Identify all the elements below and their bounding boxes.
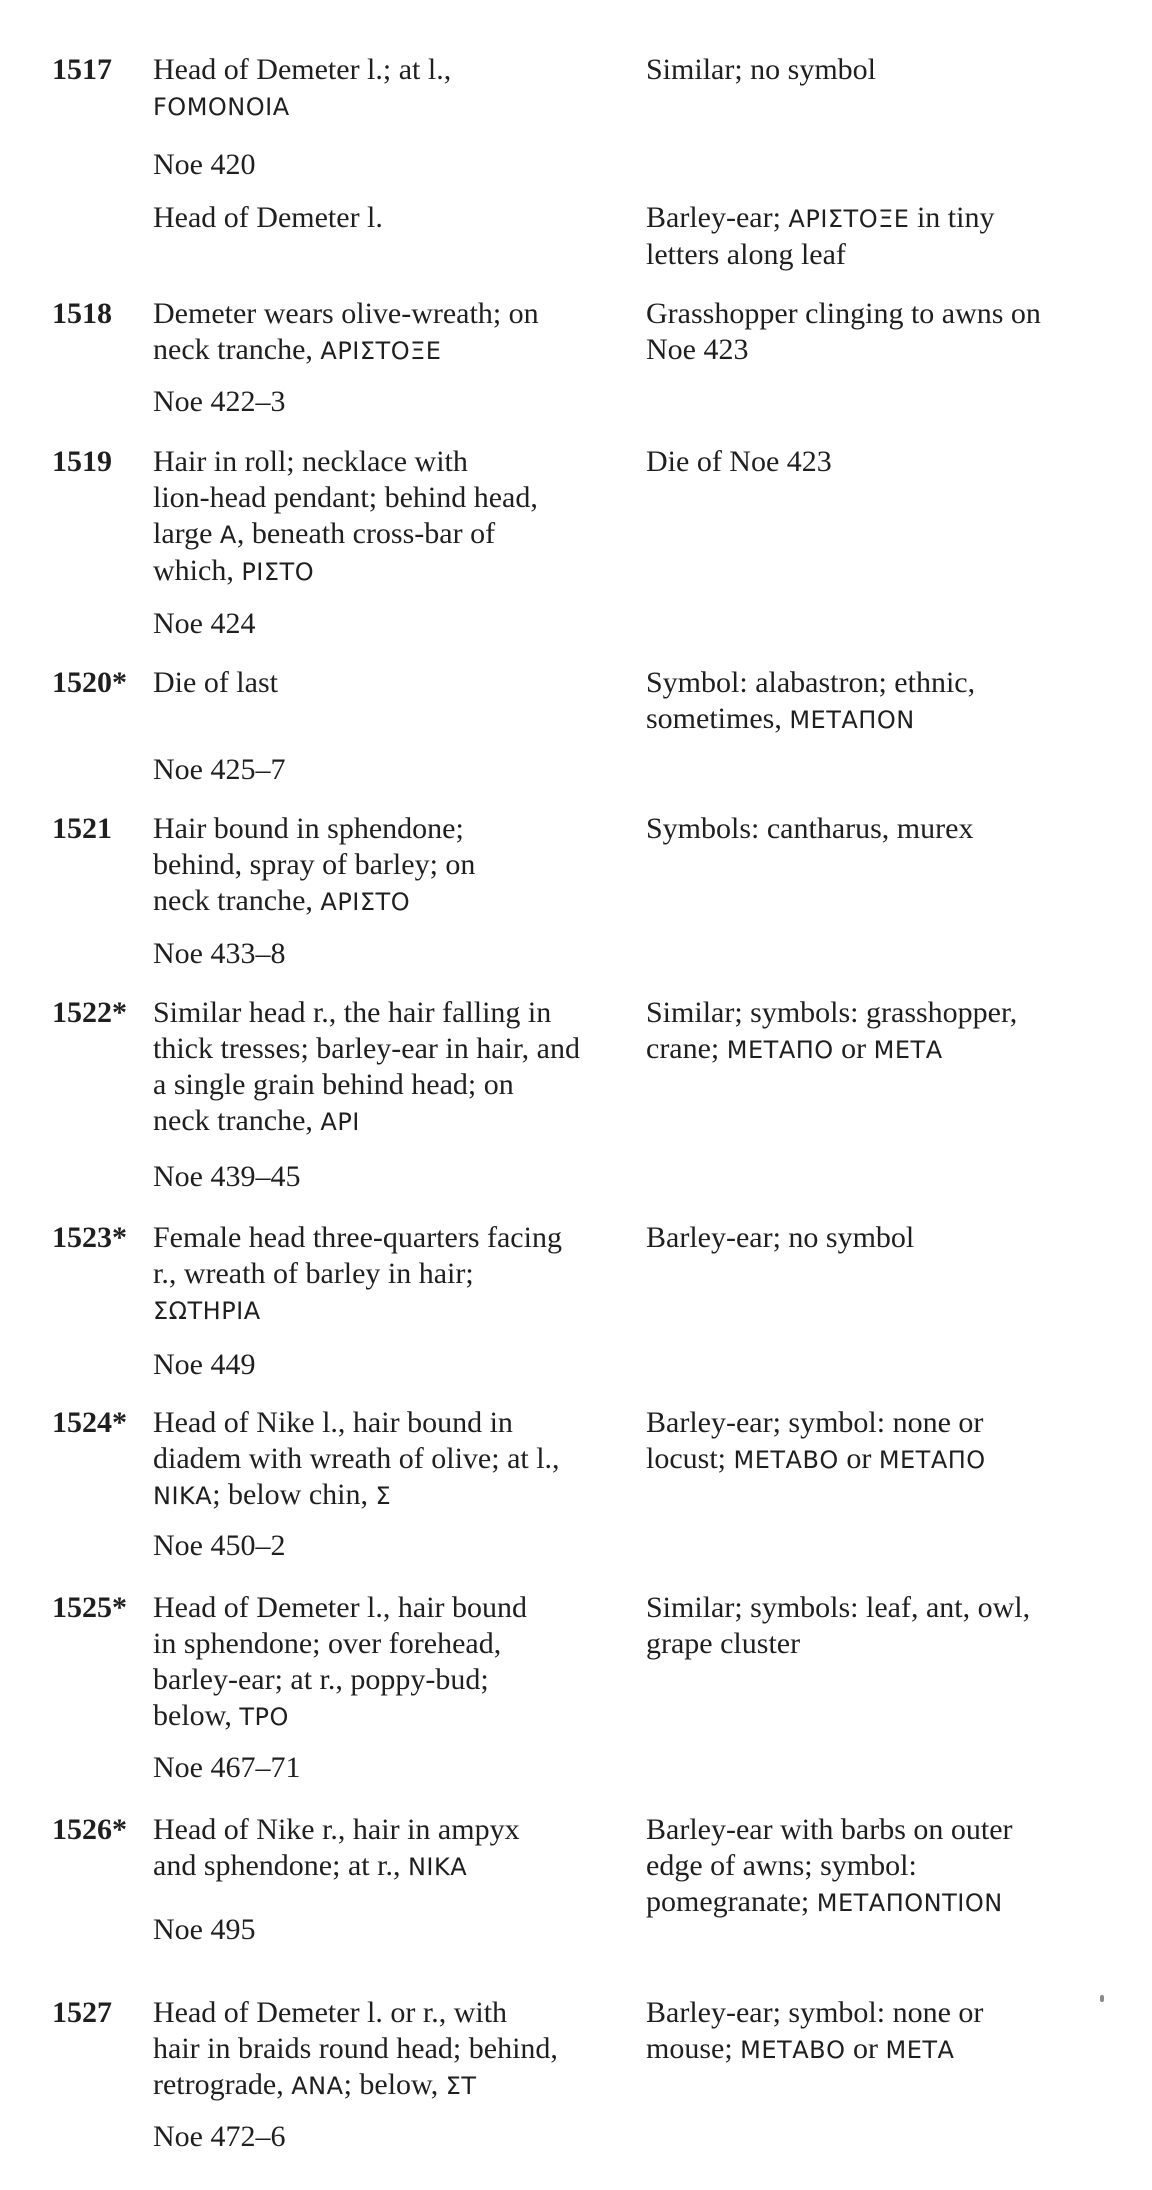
reverse-description: [646, 52, 1116, 88]
obverse-line: retrograde, ΑΝΑ; below, ΣΤ: [153, 2068, 477, 2101]
reverse-description: [646, 444, 1116, 480]
entry-number: 1522*: [52, 996, 127, 1029]
obverse-line: [153, 88, 628, 125]
obverse-line: below, ΤΡΟ: [153, 1699, 289, 1732]
reverse-line: Similar; symbols: grasshopper,: [646, 996, 1018, 1029]
obverse-line: in sphendone; over forehead,: [153, 1627, 502, 1660]
entry-number: 1527: [52, 1996, 112, 2029]
reverse-description: [646, 665, 1116, 738]
noe-reference: Noe 467–71: [153, 1751, 301, 1784]
entry-number: 1519: [52, 445, 112, 478]
greek-legend: Α: [219, 521, 237, 549]
obverse-line: Similar head r., the hair falling in: [153, 996, 552, 1029]
obverse-line: and sphendone; at r., ΝΙΚΑ: [153, 1849, 468, 1882]
reverse-line: sometimes, ΜΕΤΑΠΟΝ: [646, 702, 915, 735]
obverse-line: Head of Demeter l. or r., with: [153, 1996, 508, 2029]
reverse-description: [646, 1812, 1116, 1921]
reverse-description: [646, 1405, 1116, 1478]
obverse-line: [153, 1292, 628, 1329]
obverse-line: Head of Demeter l., hair bound: [153, 1591, 528, 1624]
entry-number: 1526*: [52, 1813, 127, 1846]
greek-legend: ΑΡΙ: [320, 1108, 360, 1136]
obverse-line: Hair bound in sphendone;: [153, 812, 464, 845]
obverse-description: [153, 52, 628, 125]
obverse-line: diadem with wreath of olive; at l.,: [153, 1442, 560, 1475]
greek-legend: ΜΕΤΑΠΟ: [878, 1446, 986, 1474]
obverse-description: [153, 444, 628, 590]
obverse-line: ΝΙΚΑ; below chin, Σ: [153, 1478, 392, 1511]
greek-legend: ΜΕΤΑΠΟ: [726, 1036, 834, 1064]
obverse-description: [153, 296, 628, 369]
reverse-line: Barley-ear with barbs on outer: [646, 1813, 1013, 1846]
noe-reference: Noe 495: [153, 1913, 256, 1946]
greek-legend: Σ: [375, 1482, 392, 1510]
obverse-line: hair in braids round head; behind,: [153, 2032, 558, 2065]
reverse-line: Die of Noe 423: [646, 445, 832, 478]
greek-legend: ΑΡΙΣΤΟΞΕ: [788, 205, 910, 233]
greek-legend: ΣΩΤΗΡΙΑ: [153, 1297, 261, 1325]
reverse-line: Symbols: cantharus, murex: [646, 812, 974, 845]
page-speck: [1100, 1995, 1104, 2002]
obverse-line: Die of last: [153, 666, 278, 699]
entry-number: 1520*: [52, 666, 127, 699]
noe-reference: Noe 420: [153, 148, 256, 181]
noe-reference: Noe 450–2: [153, 1529, 286, 1562]
noe-reference: Noe 472–6: [153, 2120, 286, 2153]
reverse-line: Barley-ear; ΑΡΙΣΤΟΞΕ in tiny: [646, 201, 995, 234]
noe-reference: Noe 425–7: [153, 753, 286, 786]
obverse-description: [153, 1812, 628, 1885]
reverse-description: [646, 1220, 1116, 1256]
noe-reference: Noe 439–45: [153, 1160, 301, 1193]
reverse-line: pomegranate; ΜΕΤΑΠΟΝΤΙΟΝ: [646, 1885, 1003, 1918]
reverse-line: Grasshopper clinging to awns on: [646, 297, 1041, 330]
obverse-description: [153, 1405, 628, 1514]
greek-legend: ΜΕΤΑΒΟ: [733, 1446, 839, 1474]
obverse-description: [153, 1590, 628, 1735]
greek-legend: ΑΡΙΣΤΟΞΕ: [320, 337, 442, 365]
entry-number: 1524*: [52, 1406, 127, 1439]
reverse-line: mouse; ΜΕΤΑΒΟ or ΜΕΤΑ: [646, 2032, 955, 2065]
obverse-description: [153, 665, 628, 701]
greek-legend: ΜΕΤΑΠΟΝΤΙΟΝ: [816, 1889, 1003, 1917]
greek-legend: ΣΤ: [445, 2072, 477, 2100]
obverse-line: lion-head pendant; behind head,: [153, 481, 538, 514]
obverse-description: [153, 200, 628, 236]
obverse-line: barley-ear; at r., poppy-bud;: [153, 1663, 489, 1696]
greek-legend: ΜΕΤΑΒΟ: [740, 2036, 846, 2064]
obverse-line: neck tranche, ΑΡΙΣΤΟΞΕ: [153, 333, 442, 366]
obverse-line: Head of Nike l., hair bound in: [153, 1406, 513, 1439]
reverse-line: Noe 423: [646, 333, 749, 366]
noe-reference: Noe 424: [153, 607, 256, 640]
entry-number: 1523*: [52, 1221, 127, 1254]
reverse-line: edge of awns; symbol:: [646, 1849, 917, 1882]
obverse-line: behind, spray of barley; on: [153, 848, 476, 881]
reverse-line: Barley-ear; symbol: none or: [646, 1996, 984, 2029]
obverse-line: Head of Demeter l.: [153, 201, 383, 234]
greek-legend: ΝΙΚΑ: [153, 1482, 213, 1510]
greek-legend: ΡΙΣΤΟ: [241, 558, 315, 586]
reverse-line: crane; ΜΕΤΑΠΟ or ΜΕΤΑ: [646, 1032, 943, 1065]
reverse-line: Barley-ear; symbol: none or: [646, 1406, 984, 1439]
greek-legend: ΜΕΤΑ: [885, 2036, 955, 2064]
reverse-description: [646, 200, 1116, 273]
greek-legend: ΑΝΑ: [291, 2072, 344, 2100]
reverse-line: Barley-ear; no symbol: [646, 1221, 915, 1254]
entry-number: 1517: [52, 53, 112, 86]
entry-number: 1525*: [52, 1591, 127, 1624]
obverse-line: Head of Demeter l.; at l.,: [153, 53, 452, 86]
noe-reference: Noe 433–8: [153, 937, 286, 970]
entry-number: 1518: [52, 297, 112, 330]
greek-legend: ΜΕΤΑΠΟΝ: [789, 706, 915, 734]
obverse-line: thick tresses; barley-ear in hair, and: [153, 1032, 580, 1065]
reverse-line: Similar; symbols: leaf, ant, owl,: [646, 1591, 1031, 1624]
greek-legend: ΜΕΤΑ: [873, 1036, 943, 1064]
obverse-description: [153, 995, 628, 1140]
greek-legend: ΑΡΙΣΤΟ: [320, 888, 411, 916]
entry-number: 1521: [52, 812, 112, 845]
obverse-line: Demeter wears olive-wreath; on: [153, 297, 539, 330]
obverse-line: which, ΡΙΣΤΟ: [153, 554, 315, 587]
obverse-line: neck tranche, ΑΡΙΣΤΟ: [153, 884, 411, 917]
obverse-description: [153, 811, 628, 920]
reverse-description: [646, 995, 1116, 1068]
greek-legend: ϜΟΜΟΝΟΙΑ: [153, 93, 290, 121]
noe-reference: Noe 449: [153, 1348, 256, 1381]
reverse-line: grape cluster: [646, 1627, 801, 1660]
reverse-description: [646, 811, 1116, 847]
greek-legend: ΤΡΟ: [239, 1703, 289, 1731]
reverse-line: letters along leaf: [646, 238, 846, 271]
obverse-line: Head of Nike r., hair in ampyx: [153, 1813, 520, 1846]
noe-reference: Noe 422–3: [153, 385, 286, 418]
reverse-line: Symbol: alabastron; ethnic,: [646, 666, 976, 699]
obverse-line: a single grain behind head; on: [153, 1068, 514, 1101]
obverse-line: large Α, beneath cross-bar of: [153, 517, 496, 550]
obverse-line: neck tranche, ΑΡΙ: [153, 1104, 360, 1137]
obverse-line: Female head three-quarters facing: [153, 1221, 562, 1254]
obverse-line: Hair in roll; necklace with: [153, 445, 468, 478]
greek-legend: ΝΙΚΑ: [407, 1853, 468, 1881]
reverse-description: [646, 1995, 1116, 2068]
obverse-line: r., wreath of barley in hair;: [153, 1257, 474, 1290]
obverse-description: [153, 1995, 628, 2104]
reverse-line: Similar; no symbol: [646, 53, 877, 86]
reverse-description: [646, 296, 1116, 368]
reverse-line: locust; ΜΕΤΑΒΟ or ΜΕΤΑΠΟ: [646, 1442, 986, 1475]
reverse-description: [646, 1590, 1116, 1662]
obverse-description: [153, 1220, 628, 1329]
